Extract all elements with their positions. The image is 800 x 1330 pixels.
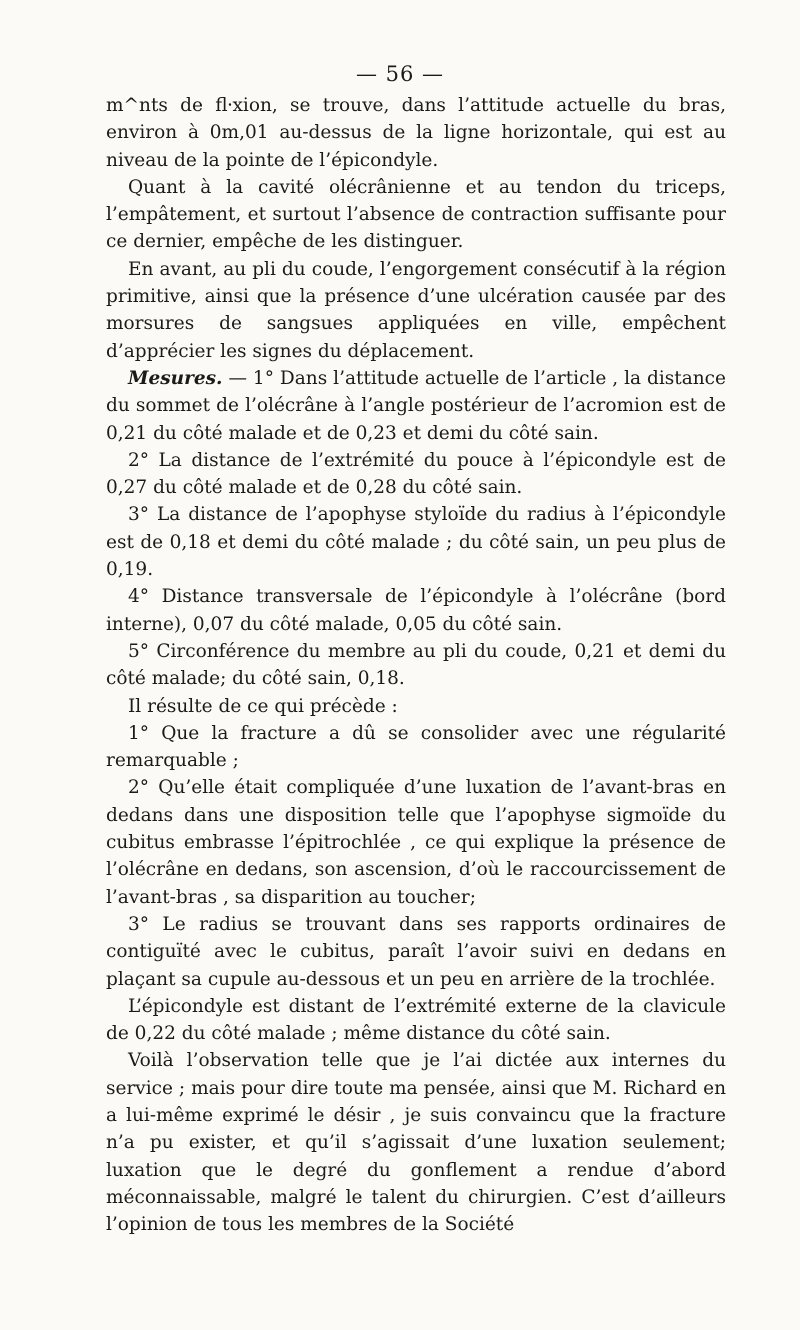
paragraph: En avant, au pli du coude, l’engorgement consécutif à la région primitive, ainsi que la présence d’une ulcération causée par des morsures de sangsues appliquées en ville, empêchent d’apprécier les signes du déplacement.: [106, 258, 726, 362]
paragraph: 2° La distance de l’extrémité du pouce à l’épicondyle est de 0,27 du côté malade et de 0,28 du côté sain.: [106, 449, 726, 499]
page-number: — 56 —: [355, 62, 445, 86]
paragraph: Quant à la cavité olécrânienne et au tendon du triceps, l’empâtement, et surtout l’absence de contraction suffisante pour ce dernier, empêche de les distinguer.: [106, 176, 726, 253]
paragraph: 2° Qu’elle était compliquée d’une luxation de l’avant-bras en dedans dans une disposition telle que l’apophyse sigmoïde du cubitus embrasse l’épitrochlée , ce qui explique la présence de l’olécrâne en dedans, son ascension, d’où le raccourcissement de l’avant-bras , sa disparition au toucher;: [106, 777, 726, 908]
paragraph: 3° Le radius se trouvant dans ses rapports ordinaires de contiguïté avec le cubitus, paraît l’avoir suivi en dedans en plaçant sa cupule au-dessous et un peu en arrière de la trochlée.: [106, 913, 726, 990]
paragraph: Il résulte de ce qui précède :: [128, 695, 398, 717]
paragraph-mesures: [106, 365, 726, 447]
paragraph: Voilà l’observation telle que je l’ai dictée aux internes du service ; mais pour dire toute ma pensée, ainsi que M. Richard en a lui-même exprimé le désir , je suis convaincu que la fracture n’a pu exister, et qu’il s’agissait d’une luxation seulement; luxation que le degré du gonflement a rendue d’abord méconnaissable, malgré le talent du chirurgien. C’est d’ailleurs l’opinion de tous les membres de la Société: [106, 1050, 726, 1236]
paragraph: 3° La distance de l’apophyse styloïde du radius à l’épicondyle est de 0,18 et demi du côté malade ; du côté sain, un peu plus de 0,19.: [106, 504, 726, 581]
paragraph: L’épicondyle est distant de l’extrémité externe de la clavicule de 0,22 du côté malade ; même distance du côté sain.: [106, 995, 726, 1045]
paragraph: 5° Circonférence du membre au pli du coude, 0,21 et demi du côté malade; du côté sain, 0,18.: [106, 640, 726, 690]
body-text: [106, 92, 726, 1238]
paragraph: 4° Distance transversale de l’épicondyle à l’olécrâne (bord interne), 0,07 du côté malade, 0,05 du côté sain.: [106, 586, 726, 635]
paragraph: m^nts de fl⸱xion, se trouve, dans l’attitude actuelle du bras, environ à 0m,01 au-dessus de la ligne horizontale, qui est au niveau de la pointe de l’épicondyle.: [106, 95, 726, 171]
paragraph: 1° Que la fracture a dû se consolider avec une régularité remarquable ;: [106, 722, 726, 772]
mesures-text: — 1° Dans l’attitude actuelle de l’article , la distance du sommet de l’olécrâne à l’angle postérieur de l’acromion est de 0,21 du côté malade et de 0,23 et demi du côté sain.: [106, 367, 726, 444]
mesures-label: Mesures.: [128, 367, 223, 389]
